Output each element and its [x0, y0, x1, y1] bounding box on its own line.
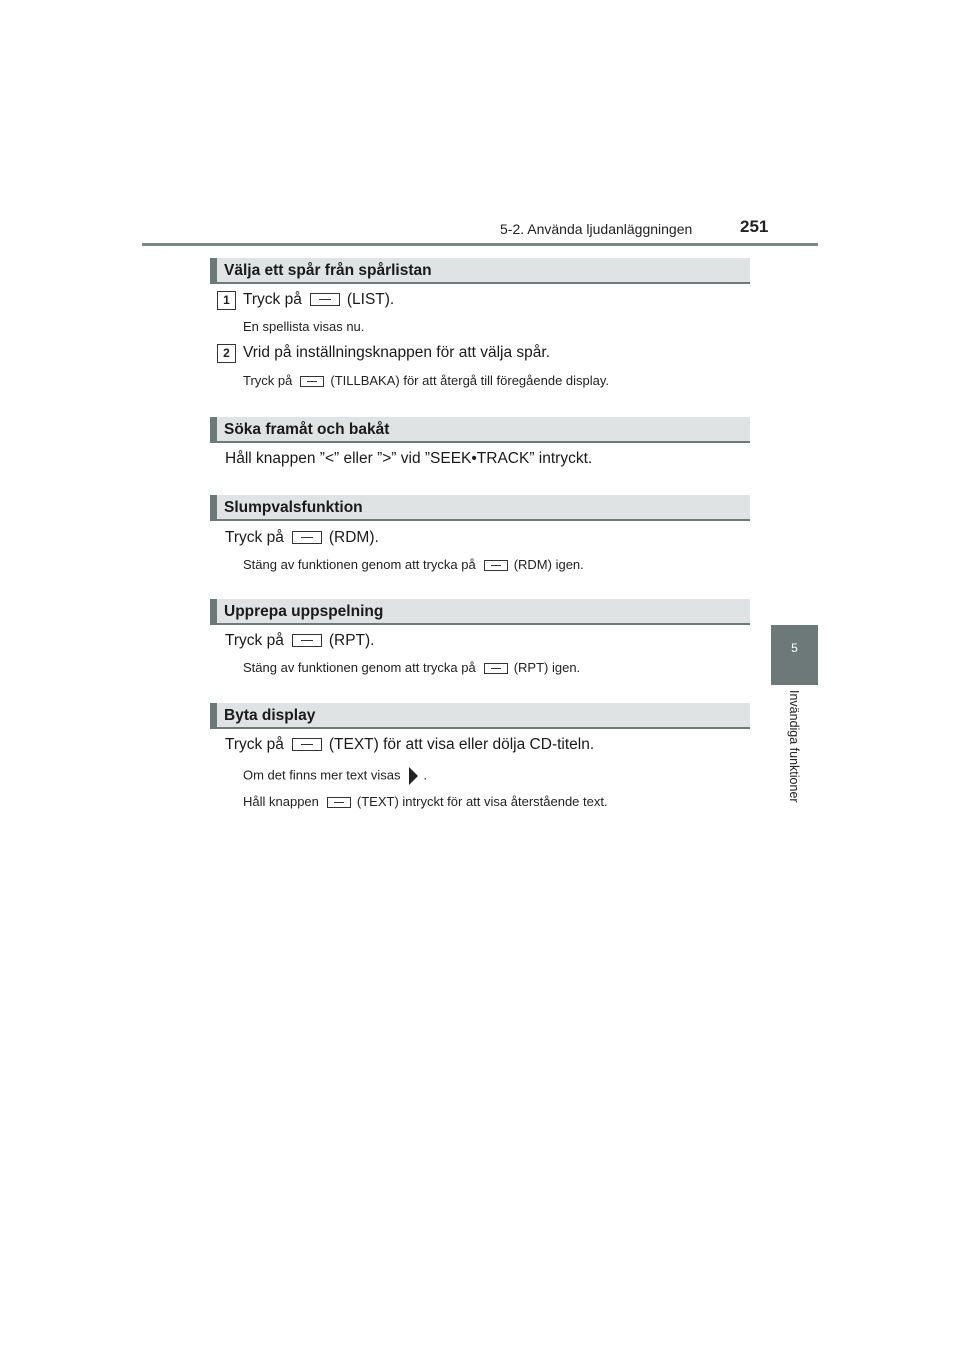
button-icon [292, 634, 322, 647]
repeat-text [225, 632, 375, 650]
chapter-title-vertical [779, 690, 809, 830]
random-note-pre: Stäng av funktionen genom att trycka på [243, 557, 476, 572]
button-icon [327, 797, 351, 808]
display-post: (TEXT) för att visa eller dölja CD-titeln. [328, 736, 595, 753]
repeat-post: (RPT). [328, 632, 375, 649]
chapter-tab [771, 625, 818, 685]
button-icon [484, 663, 508, 674]
section-title: Byta display [224, 707, 316, 724]
section-title: Upprepa uppspelning [224, 603, 384, 620]
step-2-note [243, 373, 609, 388]
button-icon [292, 738, 322, 751]
section-title: Välja ett spår från spårlistan [224, 262, 432, 279]
step-1-post: (LIST). [346, 291, 395, 308]
step-2-text: Vrid på inställningsknappen för att välja spår. [243, 344, 551, 361]
step-2-note-post: (TILLBAKA) för att återgå till föregående display. [330, 373, 610, 388]
section-title: Slumpvalsfunktion [224, 499, 363, 516]
button-icon [292, 531, 322, 544]
arrow-right-icon [409, 767, 418, 785]
random-note-post: (RDM) igen. [513, 557, 584, 572]
step-number-1: 1 [217, 291, 236, 310]
random-note [243, 557, 584, 572]
display-text [225, 736, 594, 754]
repeat-note-post: (RPT) igen. [513, 660, 581, 675]
random-pre: Tryck på [225, 529, 284, 546]
chapter-title: Invändiga funktioner [787, 690, 801, 803]
button-icon [310, 293, 340, 306]
step-2-note-pre: Tryck på [243, 373, 293, 388]
page-number: 251 [740, 217, 769, 236]
section-header-repeat [210, 599, 750, 625]
display-note-2 [243, 794, 608, 809]
repeat-pre: Tryck på [225, 632, 284, 649]
button-icon [484, 560, 508, 571]
step-1-pre: Tryck på [243, 291, 302, 308]
display-note-1-post: . [423, 767, 428, 783]
step-1-note: En spellista visas nu. [243, 319, 365, 334]
section-title: Söka framåt och bakåt [224, 421, 390, 438]
section-header-track-list [210, 258, 750, 284]
repeat-note-pre: Stäng av funktionen genom att trycka på [243, 660, 476, 675]
seek-text: Håll knappen ”<” eller ”>” vid ”SEEK•TRACK” intryckt. [225, 450, 593, 467]
chapter-number: 5 [791, 641, 798, 655]
button-icon [300, 376, 324, 387]
section-header-display [210, 703, 750, 729]
step-1-text [243, 291, 394, 309]
section-header-random [210, 495, 750, 521]
display-note-1 [243, 767, 427, 785]
display-note-2-post: (TEXT) intryckt för att visa återstående text. [356, 794, 608, 809]
repeat-note [243, 660, 580, 675]
display-note-1-pre: Om det finns mer text visas [243, 767, 401, 783]
section-header-seek [210, 417, 750, 443]
header-rule [142, 243, 818, 246]
display-pre: Tryck på [225, 736, 284, 753]
random-text [225, 529, 379, 547]
display-note-2-pre: Håll knappen [243, 794, 319, 809]
running-header-section: 5-2. Använda ljudanläggningen [500, 221, 693, 237]
random-post: (RDM). [328, 529, 379, 546]
step-number-2: 2 [217, 344, 236, 363]
